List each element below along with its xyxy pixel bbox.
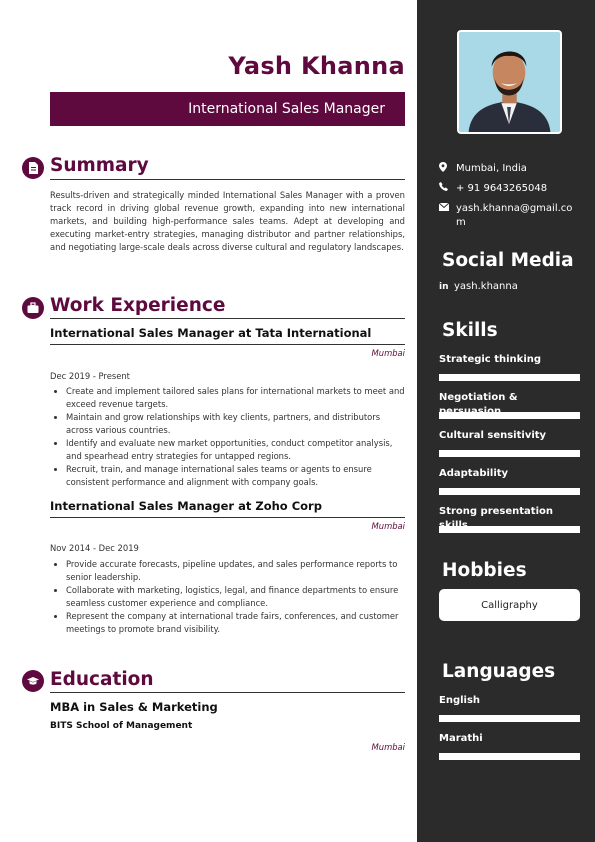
language-item — [439, 732, 580, 760]
skill-item — [439, 353, 580, 381]
section-divider — [50, 179, 405, 180]
list-item: • Collaborate with marketing, logistics, legal, and finance departments to ensure seamless customer experience and compliance. — [66, 584, 406, 610]
section-divider — [50, 318, 405, 319]
briefcase-icon — [22, 297, 44, 319]
education-degree: MBA in Sales & Marketing — [50, 700, 218, 714]
skills-heading: Skills — [442, 320, 498, 341]
language-label: Marathi — [439, 733, 483, 744]
person-portrait-icon — [459, 32, 560, 132]
contact-email — [439, 202, 581, 230]
email-text[interactable]: yash.khanna@gmail.com — [456, 203, 573, 228]
job-bullets — [66, 558, 406, 636]
contact-phone — [439, 182, 581, 196]
map-pin-icon — [439, 162, 456, 177]
skill-label: Strong presentation skills — [439, 506, 553, 531]
summary-heading: Summary — [50, 155, 149, 176]
hobby-chip: Calligraphy — [439, 589, 580, 621]
profile-photo — [457, 30, 562, 134]
sidebar — [417, 0, 595, 842]
skill-bar-fill — [439, 374, 580, 381]
languages-heading: Languages — [442, 661, 556, 682]
education-location: Mumbai — [371, 742, 405, 752]
skill-label: Adaptability — [439, 468, 509, 479]
skill-bar-fill — [439, 488, 580, 495]
linkedin-icon: in — [439, 282, 449, 292]
role-banner — [50, 92, 405, 126]
skill-item — [439, 391, 580, 419]
skill-item — [439, 505, 580, 533]
language-bar — [439, 715, 580, 722]
job-bullets — [66, 385, 406, 489]
social-linkedin[interactable] — [439, 280, 518, 294]
skill-bar — [439, 450, 580, 457]
list-item: • Identify and evaluate new market opportunities, conduct competitor analysis, and spearhead entry strategies for untapped regions. — [66, 437, 406, 463]
job-title: International Sales Manager at Tata International — [50, 326, 372, 340]
phone-text[interactable]: + 91 9643265048 — [456, 183, 548, 194]
skill-bar — [439, 374, 580, 381]
summary-text: Results-driven and strategically minded International Sales Manager with a proven track record in driving global revenue growth, expanding into new international markets, and building high-performance sales teams. Adept at developing and executing market-entry strategies, managing distributor and partner relationships, and negotiating large-scale deals across diverse cultural and regulatory landscapes. — [50, 190, 405, 252]
envelope-icon — [439, 202, 456, 216]
work-experience-heading: Work Experience — [50, 295, 226, 316]
contact-location — [439, 162, 581, 177]
location-text: Mumbai, India — [456, 163, 527, 174]
language-item — [439, 694, 580, 722]
skill-bar — [439, 488, 580, 495]
job-dates: Nov 2014 - Dec 2019 — [50, 543, 139, 553]
social-media-heading: Social Media — [442, 250, 574, 271]
language-label: English — [439, 695, 481, 706]
section-divider — [50, 692, 405, 693]
skill-label: Strategic thinking — [439, 354, 542, 365]
skill-bar-fill — [439, 450, 580, 457]
skill-item — [439, 467, 580, 495]
hobbies-heading: Hobbies — [442, 560, 527, 581]
list-item: • Recruit, train, and manage international sales teams or agents to ensure consistent performance and alignment with company goals. — [66, 463, 406, 489]
list-item: • Represent the company at international trade fairs, conferences, and customer meetings to promote brand visibility. — [66, 610, 406, 636]
document-icon — [22, 157, 44, 179]
language-bar-fill — [439, 715, 580, 722]
linkedin-handle[interactable]: yash.khanna — [454, 281, 518, 292]
skill-label: Negotiation & persuasion — [439, 392, 518, 417]
education-school: BITS School of Management — [50, 721, 193, 731]
job-title: International Sales Manager at Zoho Corp — [50, 499, 322, 513]
list-item: • Create and implement tailored sales plans for international markets to meet and exceed revenue targets. — [66, 385, 406, 411]
language-bar-fill — [439, 753, 580, 760]
role-title: International Sales Manager — [188, 101, 385, 117]
job-dates: Dec 2019 - Present — [50, 371, 130, 381]
candidate-name: Yash Khanna — [228, 52, 405, 80]
list-item: • Maintain and grow relationships with key clients, partners, and distributors across various countries. — [66, 411, 406, 437]
phone-icon — [439, 182, 456, 196]
graduation-cap-icon — [22, 670, 44, 692]
education-heading: Education — [50, 669, 154, 690]
language-bar — [439, 753, 580, 760]
job-location: Mumbai — [371, 348, 405, 358]
job-divider — [50, 344, 405, 345]
skill-label: Cultural sensitivity — [439, 430, 547, 441]
skill-item — [439, 429, 580, 457]
list-item: • Provide accurate forecasts, pipeline updates, and sales performance reports to senior leadership. — [66, 558, 406, 584]
job-divider — [50, 517, 405, 518]
job-location: Mumbai — [371, 521, 405, 531]
